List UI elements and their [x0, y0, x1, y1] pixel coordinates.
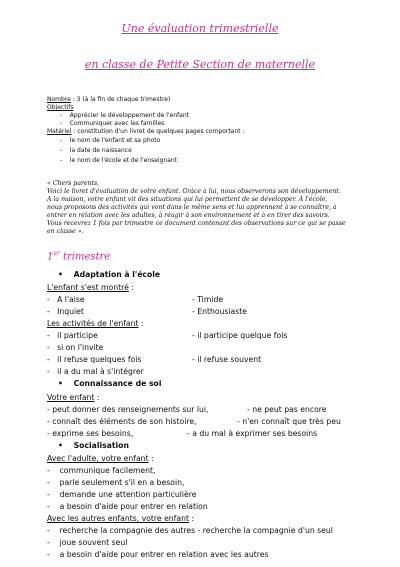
letter-line-6: Vous recevrez 1 fois par trimestre ce document contenant des observations sur ce qui se passe: [47, 220, 346, 227]
nombre-text: : 3 (à la fin de chaque trimestre): [70, 96, 171, 103]
adaptation-option-right: - Timide: [192, 295, 224, 304]
activity-option-right: - il refuse souvent: [192, 355, 262, 364]
socialisation-adult-option: - parle seulement s'il en a besoin,: [47, 478, 185, 487]
section-adaptation-sub1: L'enfant s'est montré :: [47, 283, 134, 292]
letter-line-4: nous proposons des activités qui vont dans le même sens et lui apprennent à se connaître, à: [47, 204, 337, 211]
connaissance-option-right: - ne peut pas encore: [247, 405, 327, 414]
adaptation-option-right: - Enthousiaste: [192, 307, 248, 316]
activity-option: - si on l'invite: [47, 343, 104, 352]
section-socialisation-sub1: Avec l'adulte, votre enfant :: [47, 454, 154, 463]
socialisation-children-option: - recherche la compagnie des autres - recherche la compagnie d'un seul: [47, 526, 333, 535]
section-connaissance-sub: Votre enfant :: [47, 393, 100, 402]
materiel-item-3: - le nom de l'école et de l'enseignant: [60, 157, 178, 164]
activity-option: - il a du mal à s'intégrer: [47, 367, 144, 376]
adaptation-option-row: - A l'aise: [47, 295, 85, 304]
letter-line-5: entrer en relation avec les adultes, à réagir à son environnement et à en tirer des savoirs.: [47, 212, 330, 219]
materiel-item-1: - le nom de l'enfant et sa photo: [60, 137, 161, 144]
letter-line-1: « Chers parents,: [47, 180, 100, 187]
socialisation-adult-option: - demande une attention particulière: [47, 490, 197, 499]
letter-line-7: en classe ».: [47, 228, 84, 235]
trimestre-heading: 1er trimestre: [47, 250, 111, 263]
socialisation-adult-option: - a besoin d'aide pour entrer en relation: [47, 502, 208, 511]
section-adaptation-title: • Adaptation à l'école: [58, 270, 161, 279]
materiel-text: : constitution d'un livret de quelques pages comportant :: [71, 128, 245, 135]
section-connaissance-title: • Connaissance de soi: [58, 379, 162, 388]
nombre-label: Nombre: [47, 96, 71, 103]
connaissance-option-right: - n'en connaît que très peu: [237, 417, 341, 426]
section-adaptation-sub2: Les activités de l'enfant :: [47, 319, 144, 328]
socialisation-adult-option: - communique facilement,: [47, 466, 156, 475]
title-line2: en classe de Petite Section de maternelle: [84, 58, 316, 71]
materiel-line: [47, 128, 244, 135]
section-socialisation-title: • Socialisation: [58, 441, 129, 450]
connaissance-option: - connaît des éléments de son histoire,: [47, 417, 197, 426]
objectif-item-2: - Communiquer avec les familles: [60, 120, 165, 127]
connaissance-option: - exprime ses besoins,: [47, 429, 134, 438]
nombre-line: [47, 96, 170, 103]
objectifs-label: Objectifs: [47, 104, 74, 111]
socialisation-children-option: - joue souvent seul: [47, 538, 128, 547]
section-socialisation-sub2: Avec les autres enfants, votre enfant :: [47, 514, 195, 523]
connaissance-option: - peut donner des renseignements sur lui,: [47, 405, 209, 414]
letter-line-2: Voici le livret d'évaluation de votre enfant. Grâce à lui, nous observerons son développement.: [47, 188, 341, 195]
activity-option: - il refuse quelques fois: [47, 355, 142, 364]
objectif-item-1: - Apprécier le développement de l'enfant: [60, 112, 189, 119]
adaptation-option-row: - Inquiet: [47, 307, 84, 316]
materiel-label: Matériel: [47, 128, 72, 135]
materiel-item-2: - la date de naissance: [60, 147, 132, 154]
activity-option: - il participe: [47, 331, 98, 340]
letter-line-3: A la maison, votre enfant vit des situations qui lui permettent de se développer. A l'école,: [47, 196, 328, 203]
activity-option-right: - il participe quelque fois: [192, 331, 288, 340]
socialisation-children-option: - a besoin d'aide pour entrer en relation avec les autres: [47, 550, 269, 559]
connaissance-option-right: - a du mal à exprimer ses besoins: [187, 429, 318, 438]
title-line1: Une évaluation trimestrielle: [121, 22, 279, 35]
